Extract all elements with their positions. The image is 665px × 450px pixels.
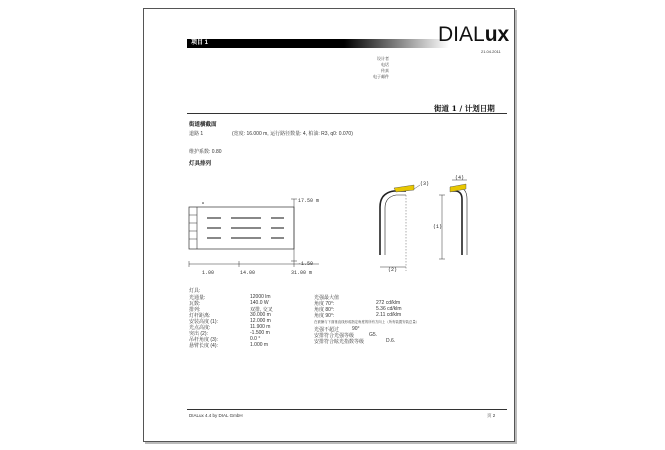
angle-value: 2.11 cd/klm xyxy=(376,312,402,318)
spec-value: 12.000 m xyxy=(250,318,271,324)
spec-value: 12000 lm xyxy=(250,294,271,300)
spec-label: 光通量: xyxy=(189,295,206,301)
pole-label-2: (2) xyxy=(388,267,398,273)
maintenance-factor: 维护系数: 0.80 xyxy=(189,149,222,155)
dialux-logo: DIALux xyxy=(438,23,510,46)
spec-label: 光点高度: xyxy=(189,325,211,331)
project-label: 项目 1 xyxy=(191,40,209,46)
glare-index-value: D.6. xyxy=(386,338,396,344)
spec-label: 吊杆角度 (3): xyxy=(189,337,218,343)
pole-label-4: (4) xyxy=(455,175,465,181)
spec-value: 双排, 交叉 xyxy=(250,307,273,313)
meta-fax: 传真 xyxy=(381,68,389,73)
angle-value: 272 cd/klm xyxy=(376,300,401,306)
spec-value: 11.900 m xyxy=(250,324,271,330)
spec-label: 悬臂长度 (4): xyxy=(189,343,218,349)
spec-value: 30.000 m xyxy=(250,312,271,318)
glare-label: 光强不超过 xyxy=(314,327,340,333)
angle-value: 5.36 cd/klm xyxy=(376,306,402,312)
spec-value: -1.500 m xyxy=(250,330,270,336)
meta-email: 电子邮件 xyxy=(373,74,389,79)
spec-label: 灯杆距离: xyxy=(189,313,211,319)
section-profile-title: 街道横截面 xyxy=(189,122,217,128)
footer-page-number: 页 2 xyxy=(487,413,496,418)
footer-credit: DIALux 4.4 by DIAL GmbH xyxy=(189,413,243,418)
glare-index-label: 安排符合眩光指数等级 xyxy=(314,339,365,345)
glare-class-value: G5. xyxy=(369,332,378,338)
footer-divider xyxy=(187,409,507,410)
glare-class-label: 安排符合光强等级 xyxy=(314,333,355,339)
specs-heading: 灯具: xyxy=(189,288,201,294)
road-label: 道路 1 xyxy=(189,131,204,137)
spec-label: 排列: xyxy=(189,307,201,313)
pole-side-view-left xyxy=(380,181,429,273)
road-description: (宽度: 16.000 m, 运行路径数量: 4, 柏油: R3, q0: 0.070) xyxy=(232,131,353,137)
pole-label-3: (3) xyxy=(420,181,430,187)
angle-label: 角度 90°: xyxy=(314,313,335,319)
x-tick-3: 31.00 m xyxy=(291,270,313,276)
spec-value: 0.0 ° xyxy=(250,336,261,342)
pole-label-1: (1) xyxy=(433,224,443,230)
spec-label: 突出 (2): xyxy=(189,331,208,337)
report-page xyxy=(143,8,515,442)
meta-phone: 电话 xyxy=(381,62,389,67)
glare-value: 90° xyxy=(352,326,360,332)
meta-designer: 设计者 xyxy=(377,56,389,61)
spec-label: 安装高度 (1): xyxy=(189,319,218,325)
intensity-note: 在被操与下面垂直线形成指定角度的所有方向上（所有装置安装总量） xyxy=(314,320,420,324)
dim-bottom-label: -1.50 xyxy=(298,261,314,267)
street-title: 街道 1 / 计划日期 xyxy=(434,104,495,113)
dim-top-label: 17.50 m xyxy=(298,198,320,204)
report-date: 21.04.2011 xyxy=(481,49,501,54)
spec-label: 瓦数: xyxy=(189,301,201,307)
section-arrangement-title: 灯具排列 xyxy=(189,161,212,167)
angle-label: 角度 70°: xyxy=(314,301,335,307)
road-plan-view xyxy=(189,198,319,276)
spec-value: 140.0 W xyxy=(250,300,269,306)
arrangement-drawing xyxy=(144,9,514,441)
pole-side-view-right xyxy=(433,175,467,259)
x-tick-1: 1.00 xyxy=(202,270,215,276)
intensity-heading: 光强最大值 xyxy=(314,295,340,301)
x-tick-2: 14.00 xyxy=(240,270,256,276)
spec-value: 1.000 m xyxy=(250,342,269,348)
angle-label: 角度 80°: xyxy=(314,307,335,313)
